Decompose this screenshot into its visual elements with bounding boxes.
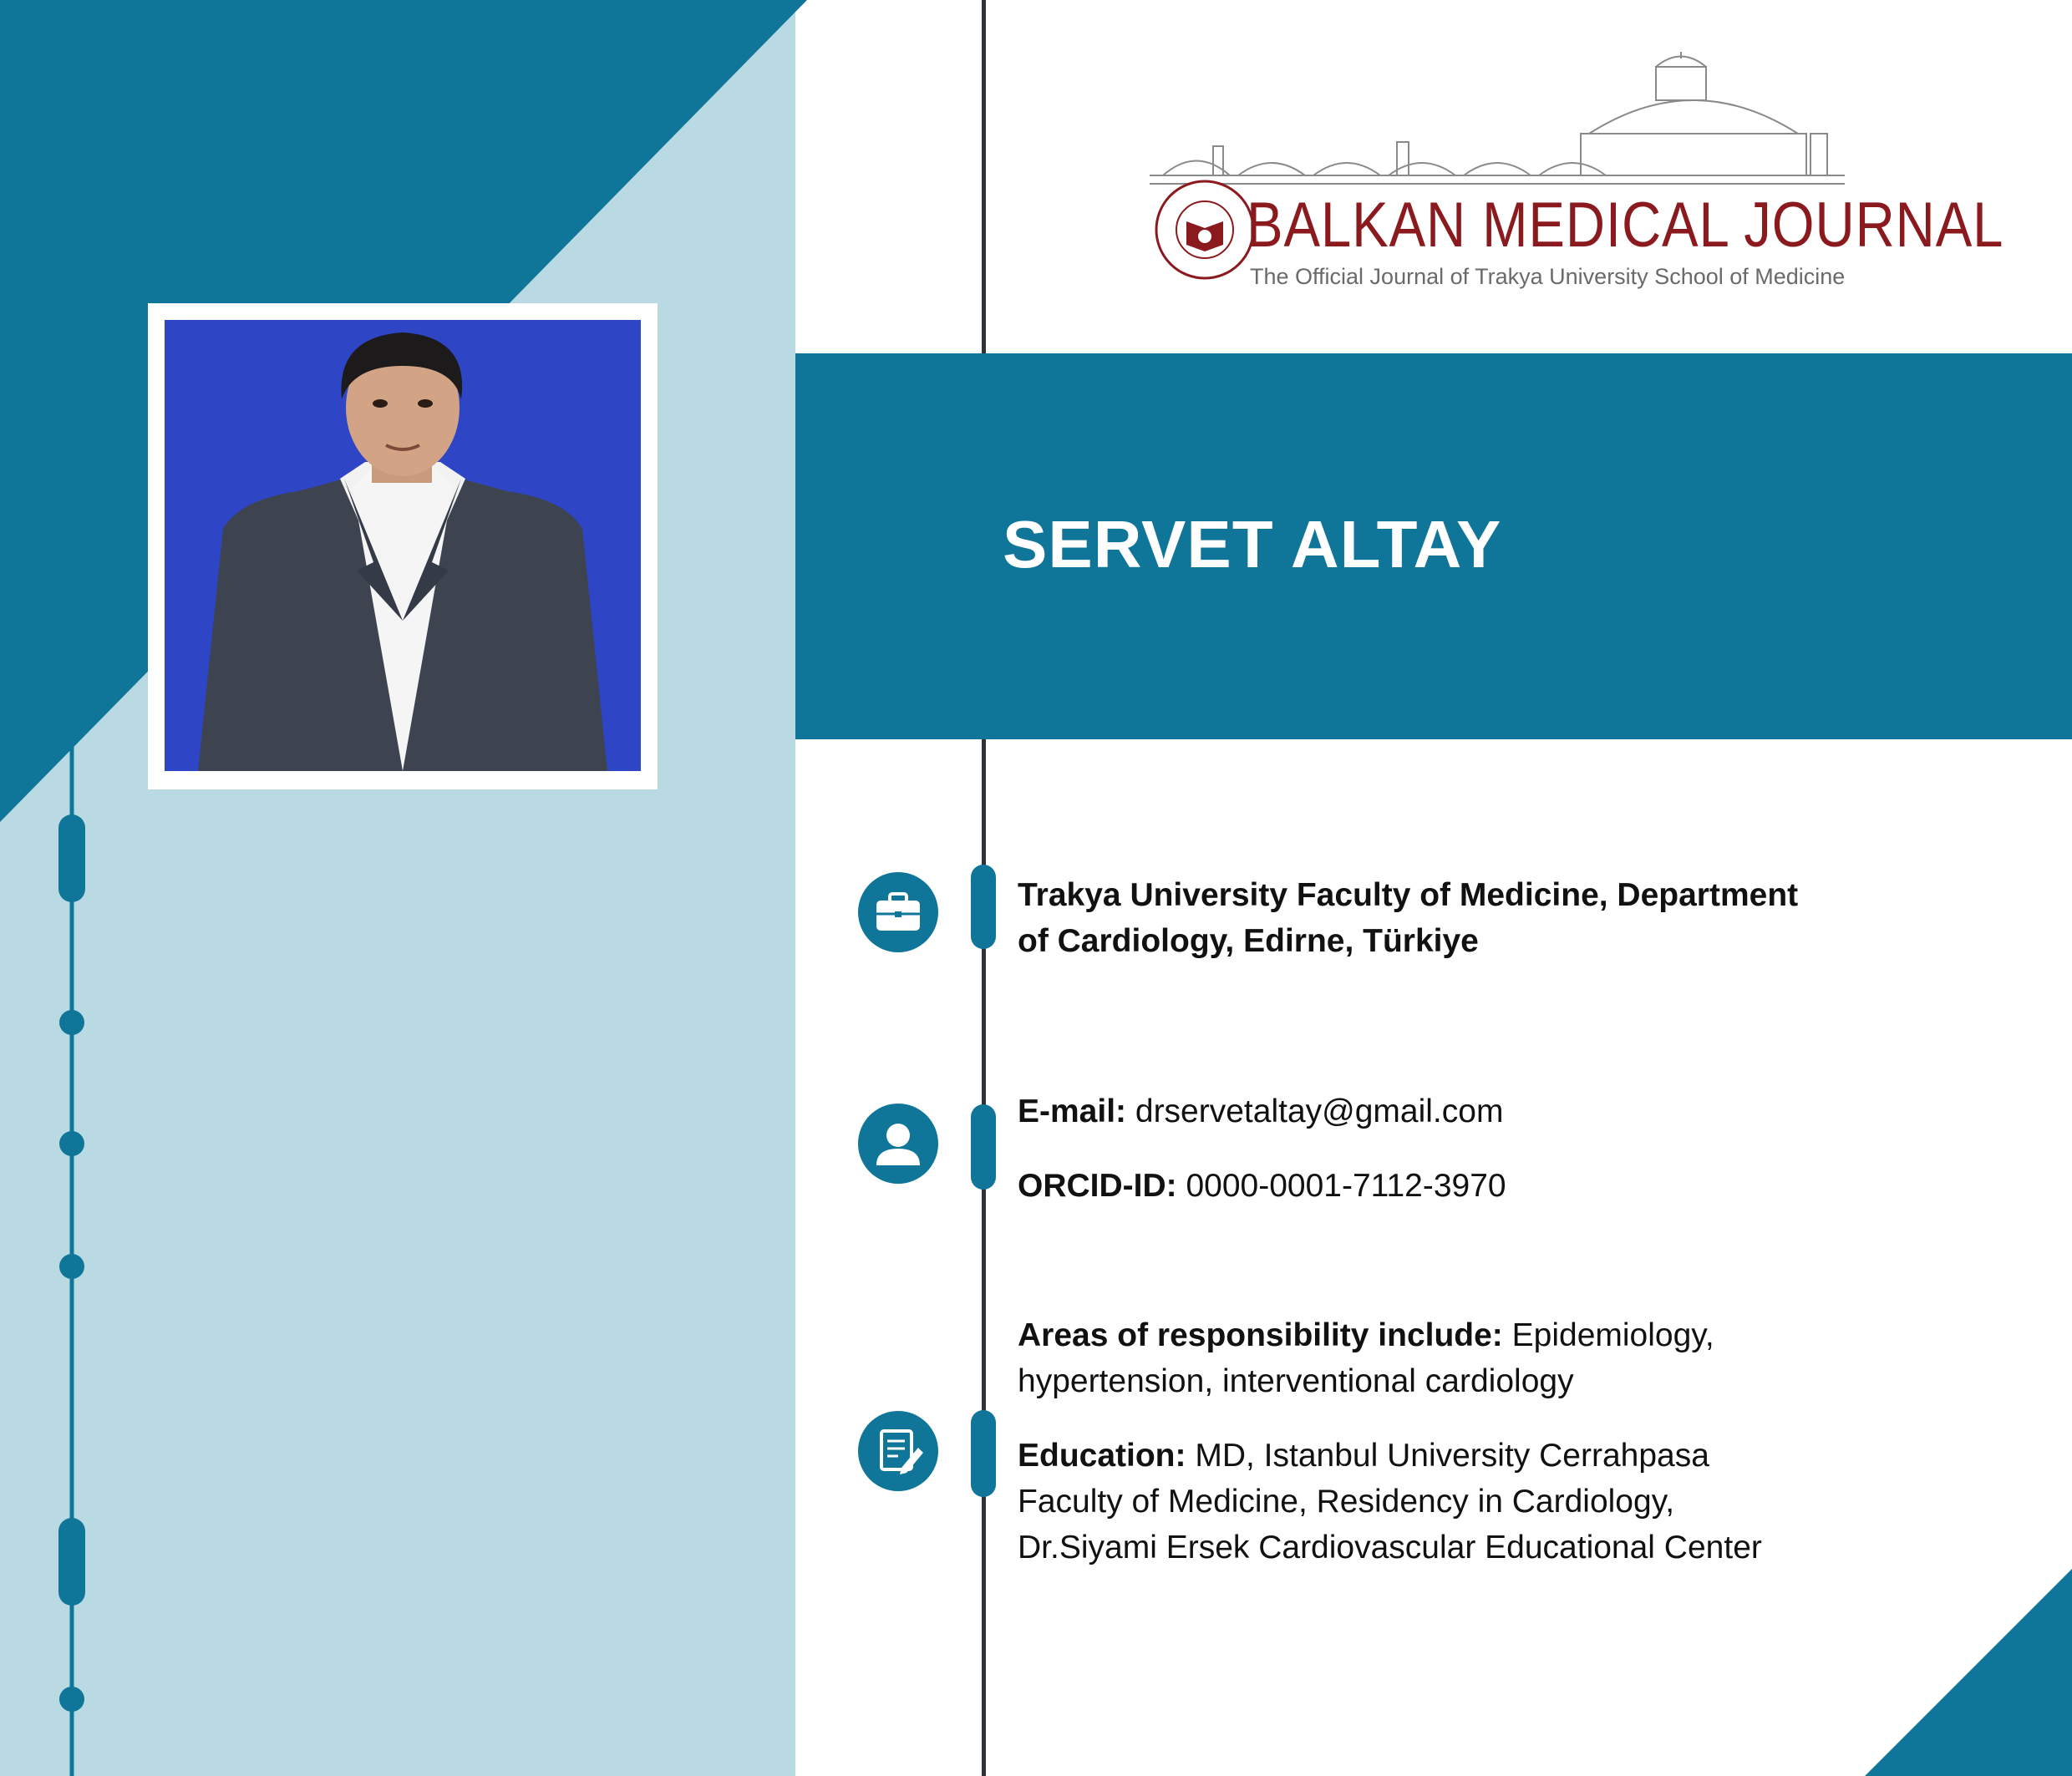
journal-logo-building [1146,50,1848,301]
email-value: drservetaltay@gmail.com [1135,1094,1504,1129]
affiliation [1018,872,1798,964]
education-line-2: Faculty of Medicine, Residency in Cardiology, [1018,1484,1675,1520]
education-line-3: Dr.Siyami Ersek Cardiovascular Educational Center [1018,1530,1762,1565]
email-label: E-mail: [1018,1094,1127,1129]
areas-line-2: hypertension, interventional cardiology [1018,1363,1574,1399]
areas-line-1: Epidemiology, [1511,1317,1714,1353]
education-label: Education: [1018,1438,1186,1474]
portrait-illustration [165,320,641,771]
portrait-photo [165,320,641,771]
person-name: SERVET ALTAY [1003,507,1502,581]
orcid-label: ORCID-ID: [1018,1168,1177,1204]
affiliation-line-2: of Cardiology, Edirne, Türkiye [1018,923,1479,959]
areas-of-responsibility [1018,1312,1714,1404]
timeline-marker [971,1410,996,1497]
briefcase-icon [858,872,938,952]
document-edit-icon [858,1411,938,1491]
orcid-row [1018,1163,1506,1209]
journal-title: BALKAN MEDICAL JOURNAL [1247,190,2004,261]
user-icon [858,1104,938,1184]
education [1018,1433,1762,1570]
affiliation-line-1: Trakya University Faculty of Medicine, Department [1018,877,1799,913]
timeline-marker [971,865,996,949]
orcid-value: 0000-0001-7112-3970 [1186,1168,1506,1204]
education-line-1: MD, Istanbul University Cerrahpasa [1195,1438,1709,1474]
timeline-marker [971,1104,996,1190]
journal-subtitle: The Official Journal of Trakya University School of Medicine [1250,264,1846,289]
areas-label: Areas of responsibility include: [1018,1317,1503,1353]
email-row [1018,1088,1503,1134]
